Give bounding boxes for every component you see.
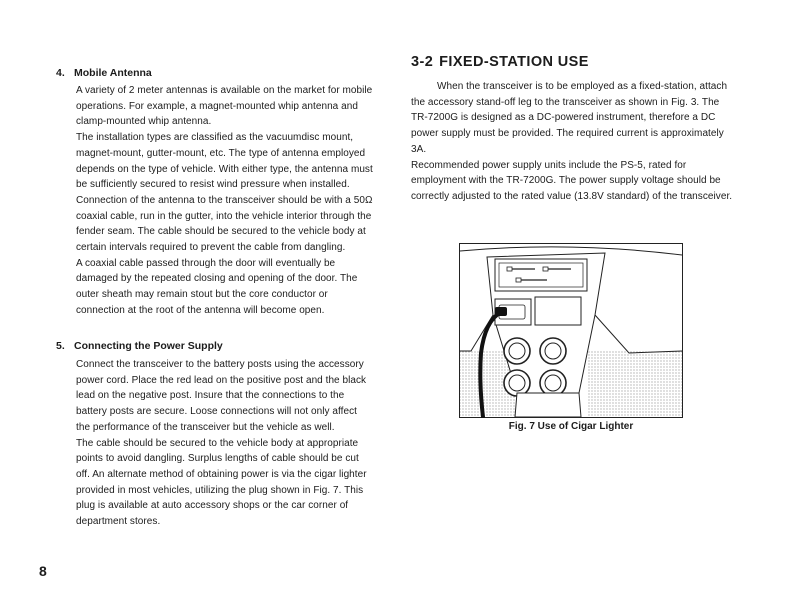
section-number: 3-2	[411, 54, 434, 70]
paragraph: When the transceiver is to be employed as a fixed-station, attach the accessory stand-off leg to the transceiver as shown in Fig. 3. The TR-7200G is designed as a DC-powered instrument, therefore a DC power supply must be provided. The required current is approximately 3A.	[411, 81, 728, 155]
item-4-number: 4.	[56, 67, 65, 79]
gauge-dial	[540, 370, 566, 396]
section-title: FIXED-STATION USE	[439, 54, 589, 70]
paragraph: Recommended power supply units include the PS-5, rated for employment with the TR-7200G. The power supply voltage should be correctly adjusted to the rated value (13.8V standard) of the transceiver.	[411, 159, 733, 202]
mobile-antenna-heading	[56, 67, 152, 79]
fixed-station-body	[411, 79, 734, 205]
figure-caption: Fig. 7 Use of Cigar Lighter	[508, 421, 634, 432]
paragraph: A variety of 2 meter antennas is available on the market for mobile operations. For example, a magnet-mounted whip antenna and clamp-mounted whip antenna.	[76, 85, 373, 128]
gauge-dial	[504, 370, 530, 396]
paragraph: The cable should be secured to the vehicle body at appropriate points to avoid dangling. Surplus lengths of cable should be cut off. An alternate method of obtaining power is via the cigar lighter provided in most vehicles, utilizing the plug shown in Fig. 7. This plug is available at auto accessory shops or the car corner of department stores.	[76, 437, 367, 528]
item-5-number: 5.	[56, 340, 65, 352]
cigar-lighter-illustration	[459, 243, 683, 418]
radio-knob	[516, 278, 521, 282]
gauge-dial	[504, 338, 530, 364]
paragraph: Connect the transceiver to the battery posts using the accessory power cord. Place the red lead on the positive post and the black lead on the negative post. Insure that the connections to the battery posts are secure. Loose connections will not only affect the performance of the transceiver but the vehicle as well.	[76, 359, 367, 433]
radio-knob	[543, 267, 548, 271]
paragraph: Connection of the antenna to the transceiver should be with a 50Ω coaxial cable, run in the gutter, into the vehicle interior through the fender seam. The cable should be secured to the vehicle body at certain intervals required to prevent the cable from dangling.	[76, 194, 373, 254]
radio-panel	[495, 259, 587, 291]
page-number: 8	[39, 563, 47, 579]
lighter-plug	[495, 307, 507, 316]
mobile-antenna-body	[76, 83, 373, 319]
gauge-dial	[540, 338, 566, 364]
floor-right	[587, 351, 682, 417]
radio-knob	[507, 267, 512, 271]
section-heading	[411, 54, 589, 70]
item-5-title: Connecting the Power Supply	[74, 340, 223, 352]
paragraph: A coaxial cable passed through the door will eventually be damaged by the repeated closing and opening of the door. The outer sheath may remain stout but the core conductor or connection at the root of the antenna will become open.	[76, 257, 358, 316]
console-side-left	[460, 315, 493, 351]
console-base	[515, 393, 581, 417]
console-side-right	[595, 315, 682, 353]
ashtray-panel	[535, 297, 581, 325]
item-4-title: Mobile Antenna	[74, 67, 152, 79]
paragraph: The installation types are classified as the vacuumdisc mount, magnet-mount, gutter-mount, etc. The type of antenna employed depends on the type of vehicle. With either type, the antenna must be sufficiently secured to resist wind pressure when installed.	[76, 132, 373, 191]
power-supply-body	[76, 357, 373, 530]
power-supply-heading	[56, 340, 223, 352]
